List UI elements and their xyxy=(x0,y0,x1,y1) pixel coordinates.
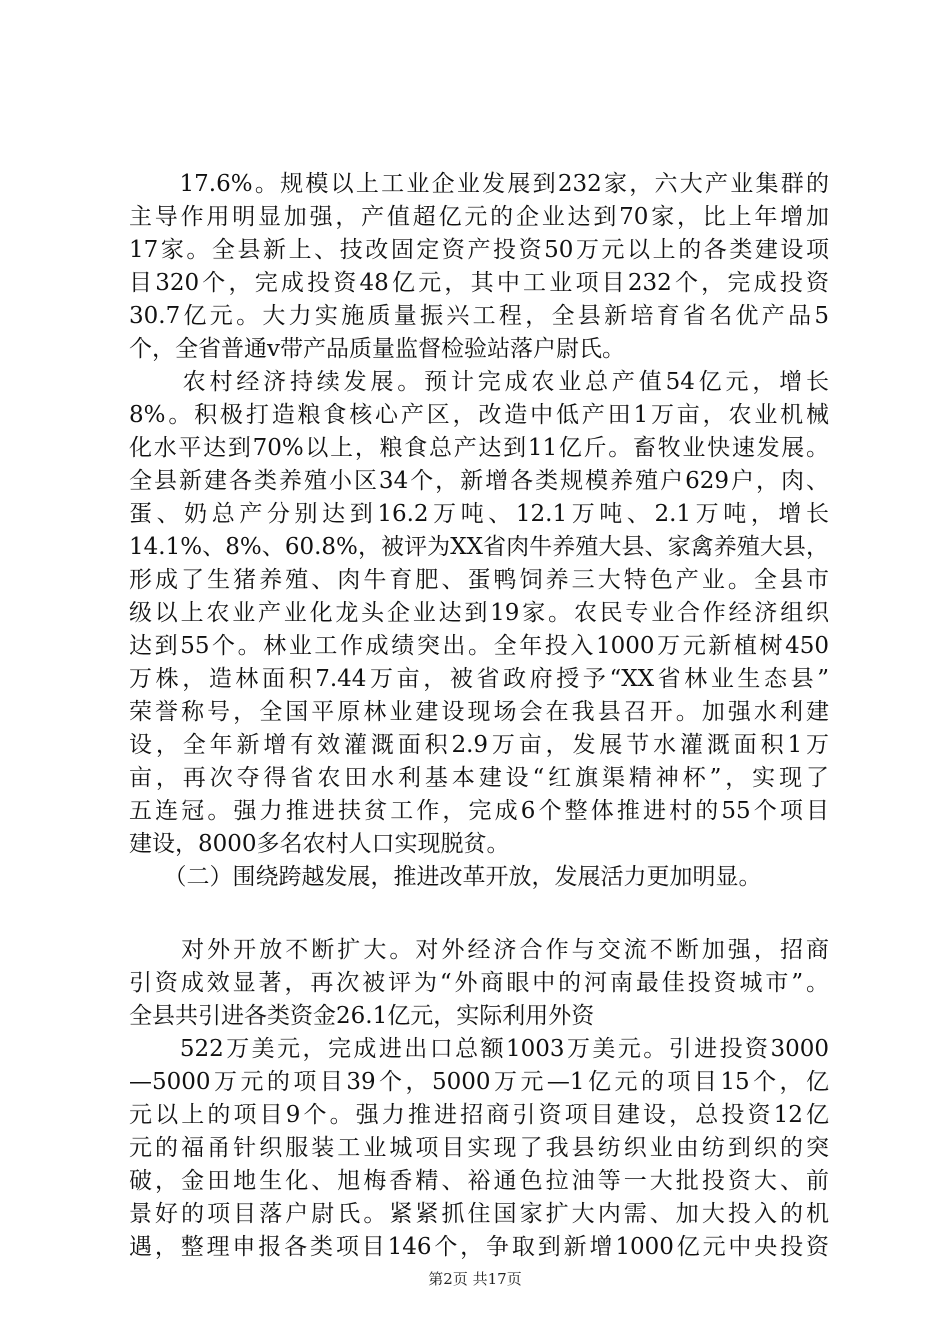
text-line: 形成了生猪养殖、肉牛育肥、蛋鸭饲养三大特色产业。全县市 xyxy=(129,567,829,593)
text-line: 全县共引进各类资金26.1亿元，实际利用外资 xyxy=(129,1003,595,1029)
text-line: 对外开放不断扩大。对外经济合作与交流不断加强，招商 xyxy=(129,937,829,963)
text-line: 522万美元，完成进出口总额1003万美元。引进投资3000 xyxy=(129,1036,829,1062)
text-line: 荣誉称号，全国平原林业建设现场会在我县召开。加强水利建 xyxy=(129,699,829,725)
text-line: 农村经济持续发展。预计完成农业总产值54亿元，增长 xyxy=(129,369,829,395)
text-line: 17家。全县新上、技改固定资产投资50万元以上的各类建设项 xyxy=(129,237,829,263)
text-line: 元的福甬针织服装工业城项目实现了我县纺织业由纺到织的突 xyxy=(129,1135,829,1161)
page-footer: 第2页 共17页 xyxy=(428,1270,522,1288)
text-line: 达到55个。林业工作成绩突出。全年投入1000万元新植树450 xyxy=(129,633,829,659)
text-line: 万株，造林面积7.44万亩，被省政府授予“XX省林业生态县” xyxy=(129,666,829,692)
paragraph-investment xyxy=(129,1033,829,1264)
text-line: 8%。积极打造粮食核心产区，改造中低产田1万亩，农业机械 xyxy=(129,402,829,428)
text-line: 元以上的项目9个。强力推进招商引资项目建设，总投资12亿 xyxy=(129,1102,829,1128)
text-line: 30.7亿元。大力实施质量振兴工程，全县新培育省名优产品5 xyxy=(129,303,829,329)
text-line: 17.6%。规模以上工业企业发展到232家，六大产业集群的 xyxy=(129,171,829,197)
text-line: 破，金田地生化、旭梅香精、裕通色拉油等一大批投资大、前 xyxy=(129,1168,829,1194)
text-line: 引资成效显著，再次被评为“外商眼中的河南最佳投资城市”。 xyxy=(129,970,829,996)
paragraph-spacer xyxy=(129,894,829,934)
text-line: 目320个，完成投资48亿元，其中工业项目232个，完成投资 xyxy=(129,270,829,296)
text-line: 全县新建各类养殖小区34个，新增各类规模养殖户629户，肉、 xyxy=(129,468,829,494)
text-line: 建设，8000多名农村人口实现脱贫。 xyxy=(129,831,510,857)
text-line: 化水平达到70%以上，粮食总产达到11亿斤。畜牧业快速发展。 xyxy=(129,435,829,461)
text-line: 设，全年新增有效灌溉面积2.9万亩，发展节水灌溉面积1万 xyxy=(129,732,829,758)
document-body xyxy=(129,168,829,1264)
section-heading xyxy=(129,861,829,894)
text-line: 蛋、奶总产分别达到16.2万吨、12.1万吨、2.1万吨，增长 xyxy=(129,501,829,527)
text-line: 级以上农业产业化龙头企业达到19家。农民专业合作经济组织 xyxy=(129,600,829,626)
paragraph-industry xyxy=(129,168,829,366)
text-line: 14.1%、8%、60.8%，被评为XX省肉牛养殖大县、家禽养殖大县， xyxy=(129,534,829,560)
paragraph-opening-up xyxy=(129,934,829,1033)
text-line: 主导作用明显加强，产值超亿元的企业达到70家，比上年增加 xyxy=(129,204,829,230)
heading-line: （二）围绕跨越发展，推进改革开放，发展活力更加明显。 xyxy=(129,864,762,890)
text-line: 个，全省普通v带产品质量监督检验站落户尉氏。 xyxy=(129,336,625,362)
text-line: 五连冠。强力推进扶贫工作，完成6个整体推进村的55个项目 xyxy=(129,798,829,824)
text-line: —5000万元的项目39个，5000万元—1亿元的项目15个，亿 xyxy=(129,1069,829,1095)
text-line: 亩，再次夺得省农田水利基本建设“红旗渠精神杯”，实现了 xyxy=(129,765,829,791)
paragraph-rural-economy xyxy=(129,366,829,861)
text-line: 遇，整理申报各类项目146个，争取到新增1000亿元中央投资 xyxy=(129,1234,829,1260)
text-line: 景好的项目落户尉氏。紧紧抓住国家扩大内需、加大投入的机 xyxy=(129,1201,829,1227)
